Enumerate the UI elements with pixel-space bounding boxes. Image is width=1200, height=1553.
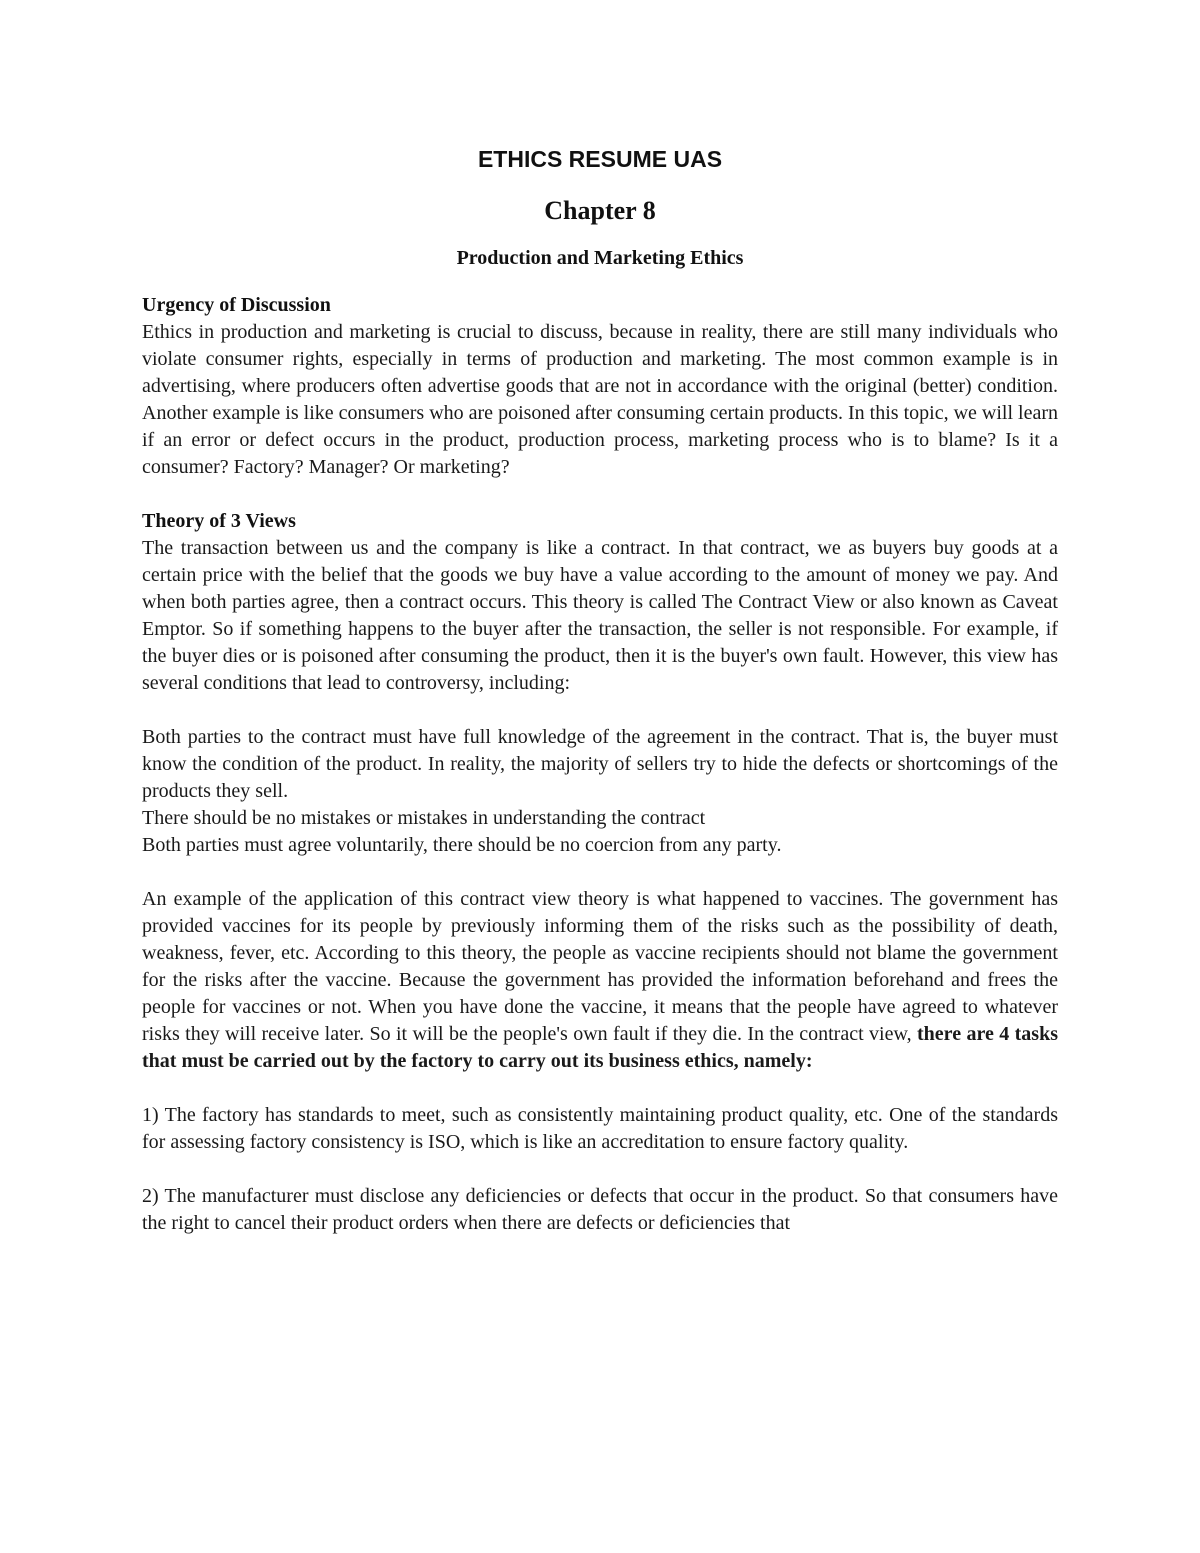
task-item: 1) The factory has standards to meet, such as consistently maintaining product quality, etc. One of the standards for assessing factory consistency is ISO, which is like an accreditation to ensure factory quality. bbox=[142, 1104, 1058, 1153]
task-item: 2) The manufacturer must disclose any deficiencies or defects that occur in the product. So that consumers have the right to cancel their product orders when there are defects or deficiencies that bbox=[142, 1185, 1058, 1234]
document-title: ETHICS RESUME UAS bbox=[477, 146, 723, 172]
example-bold-text: there are 4 tasks that must be carried out by the factory to carry out its business ethics, namely: bbox=[142, 1023, 1058, 1072]
condition-item: Both parties to the contract must have full knowledge of the agreement in the contract. That is, the buyer must know the condition of the product. In reality, the majority of sellers try to hide the defects or shortcomings of the products they sell. bbox=[142, 726, 1058, 802]
theory-paragraph: The transaction between us and the company is like a contract. In that contract, we as buyers buy goods at a certain price with the belief that the goods we buy have a value according to the amount of money we pay. And when both parties agree, then a contract occurs. This theory is called The Contract View or also known as Caveat Emptor. So if something happens to the buyer after the transaction, the seller is not responsible. For example, if the buyer dies or is poisoned after consuming the product, then it is the buyer's own fault. However, this view has several conditions that lead to controversy, including: bbox=[142, 537, 1058, 694]
chapter-heading: Chapter 8 bbox=[544, 196, 656, 225]
example-text: An example of the application of this contract view theory is what happened to vaccines. The government has provided vaccines for its people by previously informing them of the risks such as the possibility of death, weakness, fever, etc. According to this theory, the people as vaccine recipients should not blame the government for the risks after the vaccine. Because the government has provided the information beforehand and frees the people for vaccines or not. When you have done the vaccine, it means that the people have agreed to whatever risks they will receive later. So it will be the people's own fault if they die. In the contract view, bbox=[142, 888, 1058, 1045]
theory-heading: Theory of 3 Views bbox=[142, 510, 296, 532]
condition-item: Both parties must agree voluntarily, there should be no coercion from any party. bbox=[142, 834, 782, 856]
condition-item: There should be no mistakes or mistakes in understanding the contract bbox=[142, 807, 706, 829]
chapter-subtitle: Production and Marketing Ethics bbox=[456, 247, 744, 269]
example-paragraph bbox=[142, 886, 1058, 1075]
document-page bbox=[142, 142, 1058, 1237]
urgency-heading: Urgency of Discussion bbox=[142, 294, 331, 316]
urgency-paragraph: Ethics in production and marketing is crucial to discuss, because in reality, there are still many individuals who violate consumer rights, especially in terms of production and marketing. The most common example is in advertising, where producers often advertise goods that are not in accordance with the original (better) condition. Another example is like consumers who are poisoned after consuming certain products. In this topic, we will learn if an error or defect occurs in the product, production process, marketing process who is to blame? Is it a consumer? Factory? Manager? Or marketing? bbox=[142, 321, 1058, 478]
